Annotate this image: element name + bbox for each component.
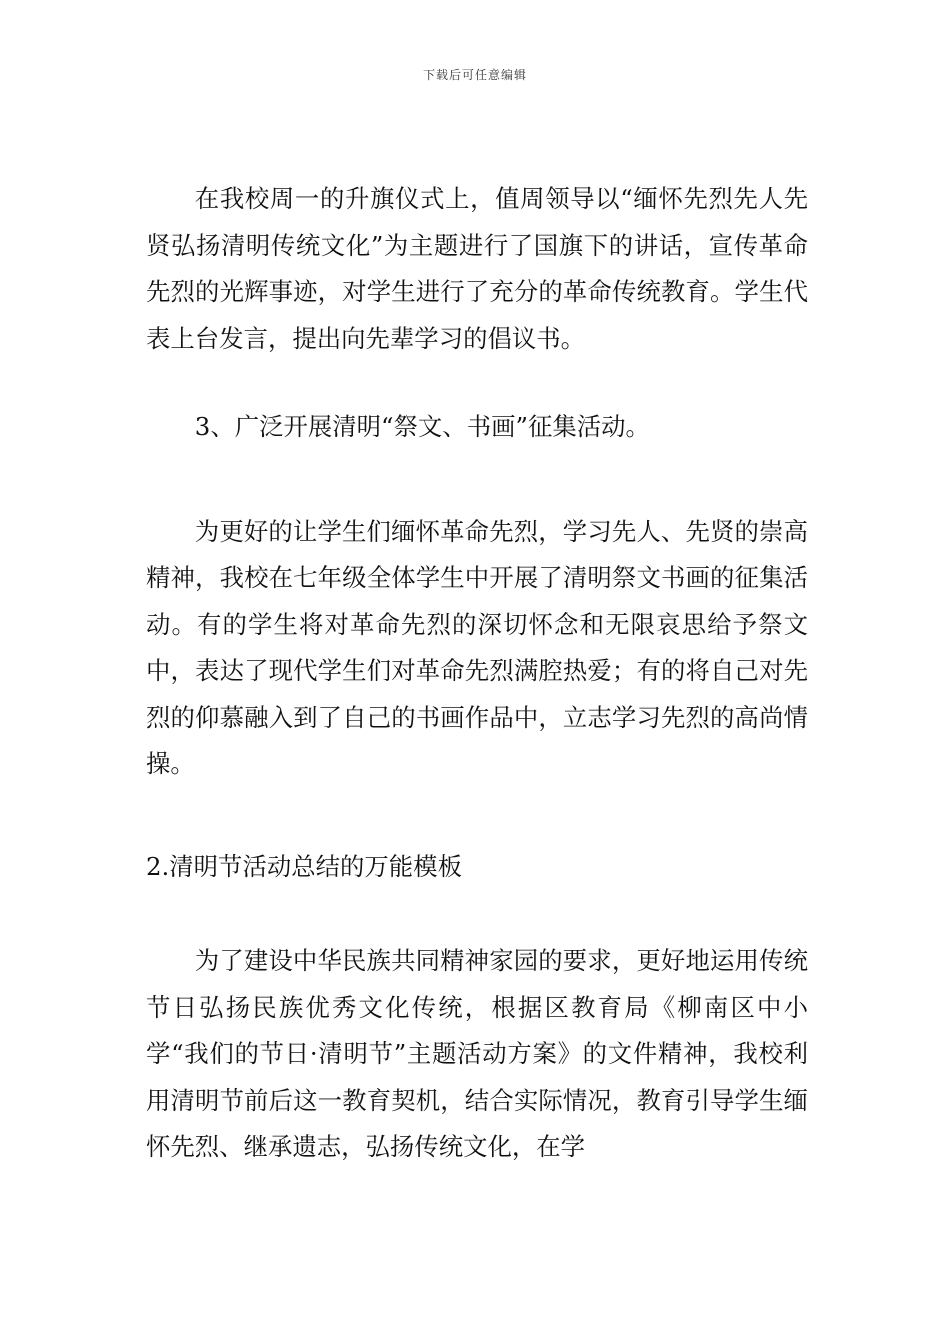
header-note: 下载后可任意编辑 (422, 68, 527, 82)
document-body (146, 176, 808, 1171)
paragraph-item-3: 3、广泛开展清明“祭文、书画”征集活动。 (194, 412, 650, 441)
paragraph-essay-collection: 为更好的让学生们缅怀革命先烈，学习先人、先贤的崇高精神，我校在七年级全体学生中开展了清明祭文书画的征集活动。有的学生将对革命先烈的深切怀念和无限哀思给予祭文中，表达了现代学生们对革命先烈满腔热爱；有的将自己对先烈的仰慕融入到了自己的书画作品中，立志学习先烈的高尚情操。 (146, 516, 808, 778)
section-heading: 2.清明节活动总结的万能模板 (146, 851, 462, 881)
paragraph-flag-ceremony: 在我校周一的升旗仪式上，值周领导以“缅怀先烈先人先贤弘扬清明传统文化”为主题进行了国旗下的讲话，宣传革命先烈的光辉事迹，对学生进行了充分的革命传统教育。学生代表上台发言，提出向先辈学习的倡议书。 (146, 184, 808, 353)
paragraph-template-intro: 为了建设中华民族共同精神家园的要求，更好地运用传统节日弘扬民族优秀文化传统，根据区教育局《柳南区中小学“我们的节日·清明节”主题活动方案》的文件精神，我校利用清明节前后这一教育契机，结合实际情况，教育引导学生缅怀先烈、继承遗志，弘扬传统文化，在学 (146, 946, 808, 1161)
